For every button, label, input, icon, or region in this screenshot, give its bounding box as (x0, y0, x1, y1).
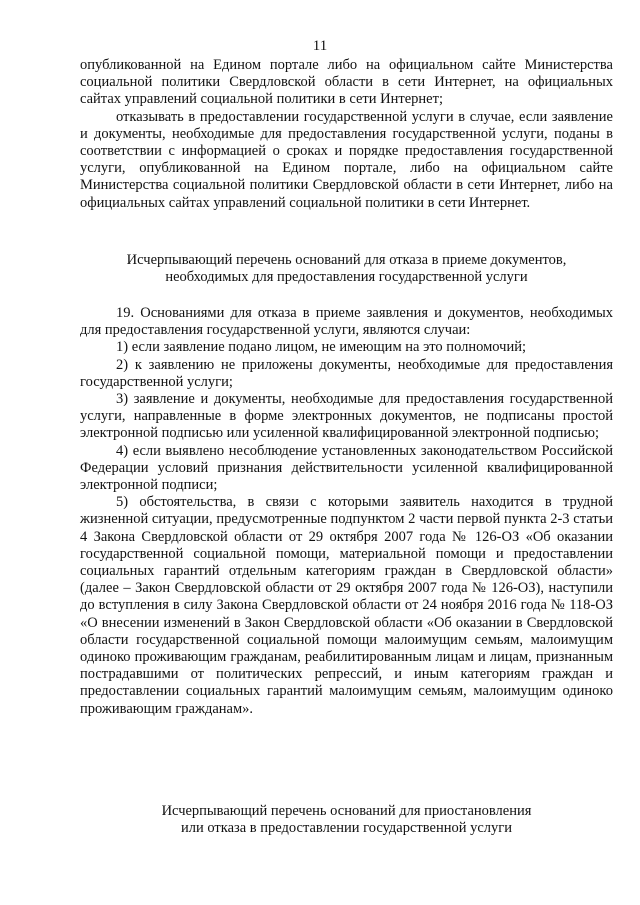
paragraph-refuse: отказывать в предоставлении государственной услуги в случае, если заявление и документы, необходимые для предоставления государственной услуги, поданы в соответствии с информацией о сроках и порядке предоставления государственной услуги, опубликованной на Едином портале, либо на официальном сайте Министерства социальной политики Свердловской области в сети Интернет, либо на официальных сайтах управлений социальной политики в сети Интернет. (80, 108, 613, 211)
page-number: 11 (312, 38, 328, 54)
list-item-2: 2) к заявлению не приложены документы, необходимые для предоставления государственной услуги; (80, 356, 613, 390)
heading-line: необходимых для предоставления государственной услуги (165, 269, 528, 286)
list-item-1: 1) если заявление подано лицом, не имеющим на это полномочий; (116, 339, 526, 356)
list-item-5: 5) обстоятельства, в связи с которыми заявитель находится в трудной жизненной ситуации, предусмотренные подпунктом 2 части первой пункта 2-3 статьи 4 Закона Свердловской области от 29 октября 2007 года № 126-ОЗ «Об оказании государственной социальной помощи, материальной помощи и предоставлении социальных гарантий отдельным категориям граждан в Свердловской области» (далее – Закон Свердловской области от 29 октября 2007 года № 126-ОЗ), наступили до вступления в силу Закона Свердловской области от 24 ноября 2016 года № 118-ОЗ «О внесении изменений в Закон Свердловской области «Об оказании в Свердловской области государственной социальной помощи малоимущим семьям, малоимущим одиноко проживающим гражданам, реабилитированным лицам и лицам, признанным пострадавшими от политических репрессий, и иным категориям граждан и предоставлении социальных гарантий малоимущим семьям, малоимущим одиноко проживающим гражданам». (80, 494, 613, 717)
heading-line: Исчерпывающий перечень оснований для отказа в приеме документов, (126, 252, 567, 268)
section-19-intro: 19. Основаниями для отказа в приеме заявления и документов, необходимых для предоставления государственной услуги, являются случаи: (80, 305, 613, 339)
list-item-4: 4) если выявлено несоблюдение установленных законодательством Российской Федерации условий признания действительности усиленной квалифицированной электронной подписи; (80, 442, 613, 494)
heading-line: Исчерпывающий перечень оснований для приостановления (161, 803, 532, 819)
section-19-block (80, 305, 613, 718)
list-item-3: 3) заявление и документы, необходимые для предоставления государственной услуги, направленные в форме электронных документов, не подписаны простой электронной подписью или усиленной квалифицированной электронной подписью; (80, 391, 613, 442)
paragraph-continuation: опубликованной на Едином портале либо на официальном сайте Министерства социальной политики Свердловской области в сети Интернет, на официальных сайтах управлений социальной политики в сети Интернет; (80, 57, 613, 108)
section-heading-suspension (80, 803, 613, 837)
section-heading-refusal-documents (80, 252, 613, 286)
heading-line: или отказа в предоставлении государственной услуги (180, 820, 512, 837)
top-text-block (80, 57, 613, 212)
